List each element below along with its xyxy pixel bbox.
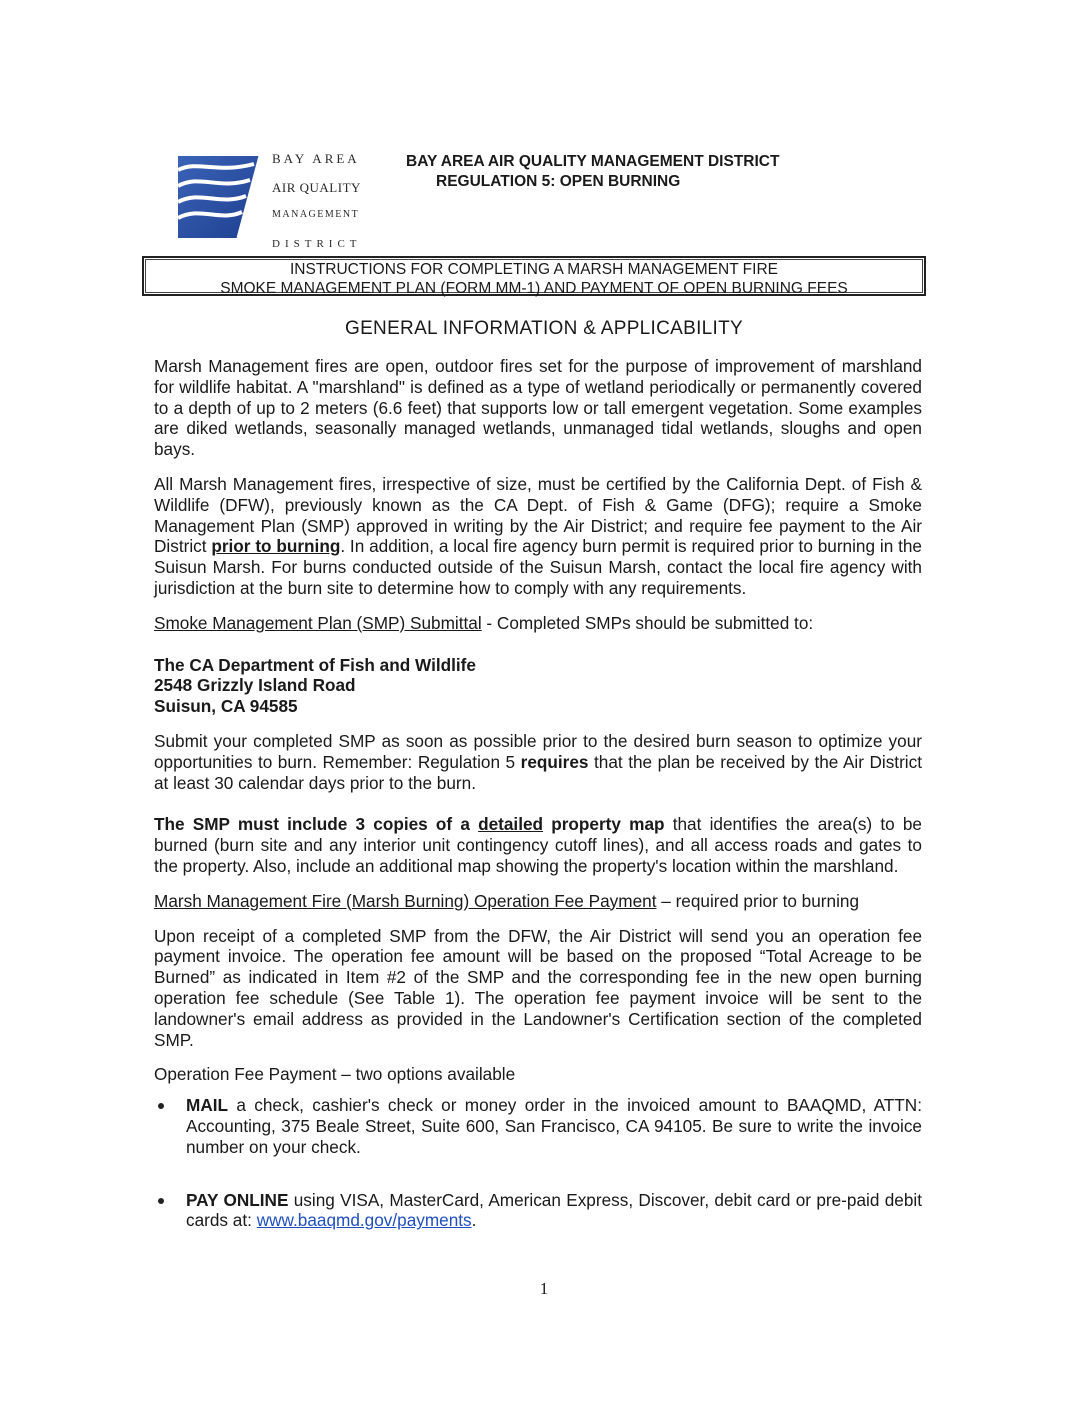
- document-body: [154, 356, 922, 1263]
- logo-line-4: DISTRICT: [272, 238, 362, 250]
- pay-online-label: PAY ONLINE: [186, 1189, 289, 1210]
- instructions-line-1: INSTRUCTIONS FOR COMPLETING A MARSH MANAGEMENT FIRE: [289, 261, 778, 278]
- submit-text-a: Submit your completed SMP as soon as possible prior to the desired burn season to optimize your opportunities to burn. Remember: Regulation 5: [154, 730, 922, 772]
- paragraph-property-map: [154, 814, 922, 876]
- document-header: [406, 152, 826, 192]
- requirements-text-c: . In addition, a local fire agency burn permit is required prior to burning in the Suisun Marsh. For burns conducted outside of the Suisun Marsh, contact the local fire agency with jurisdiction at the burn site to determine how to comply with any requirements.: [154, 536, 922, 598]
- logo-wordmark: [272, 150, 368, 264]
- submit-text-c: that the plan be received by the Air District at least 30 calendar days prior to the burn.: [154, 751, 922, 793]
- requires-emphasis: requires: [520, 751, 589, 772]
- smp-submittal-rest: - Completed SMPs should be submitted to:: [481, 612, 814, 633]
- address-line-3: Suisun, CA 94585: [154, 696, 298, 717]
- map-text-c: property map: [543, 814, 665, 835]
- header-title-agency: BAY AREA AIR QUALITY MANAGEMENT DISTRICT: [406, 153, 780, 170]
- detailed-emphasis: detailed: [478, 814, 544, 835]
- list-item-pay-online: [154, 1190, 922, 1232]
- paragraph-invoice: Upon receipt of a completed SMP from the DFW, the Air District will send you an operation fee payment invoice. The operation fee amount will be based on the proposed “Total Acreage to be Burned” as indicated in Item #2 of the SMP and the corresponding fee in the new open burning operation fee schedule (See Table 1). The operation fee payment invoice will be sent to the landowner's email address as provided in the Landowner's Certification section of the completed SMP.: [154, 925, 922, 1050]
- instructions-box: [142, 256, 926, 296]
- fee-payment-heading: [154, 891, 922, 912]
- logo-line-2: AIR QUALITY: [272, 180, 361, 195]
- prior-to-burning-emphasis: prior to burning: [211, 536, 341, 557]
- map-text-d: that identifies the area(s) to be burned (burn site and any interior unit contingency cutoff lines), and all access roads and gates to the property. Also, include an additional map showing the property's location within the marshland.: [154, 814, 922, 876]
- logo-line-1: BAY AREA: [272, 151, 360, 166]
- page-number: 1: [539, 1279, 549, 1298]
- fee-payment-link: Marsh Management Fire (Marsh Burning) Operation Fee Payment: [154, 890, 657, 911]
- requirements-text-a: All Marsh Management fires, irrespective of size, must be certified by the California Dept. of Fish & Wildlife (DFW), previously known as the CA Dept. of Fish & Game (DFG); require a Smoke Management Plan (SMP) approved in writing by the Air District; and require fee payment to the Air District: [154, 473, 922, 557]
- smp-submittal-link: Smoke Management Plan (SMP) Submittal: [154, 612, 482, 633]
- logo-line-3: MANAGEMENT: [272, 209, 360, 220]
- paragraph-submit-timing: [154, 731, 922, 793]
- address-line-1: The CA Department of Fish and Wildlife: [154, 654, 476, 675]
- section-title: GENERAL INFORMATION & APPLICABILITY: [345, 318, 743, 339]
- header-title-regulation: REGULATION 5: OPEN BURNING: [436, 173, 681, 190]
- payment-options-list: [154, 1095, 922, 1231]
- baaqmd-logo-icon: [176, 154, 262, 240]
- paragraph-requirements: [154, 474, 922, 599]
- instructions-line-2: SMOKE MANAGEMENT PLAN (FORM MM-1) AND PAYMENT OF OPEN BURNING FEES: [220, 280, 848, 297]
- smp-submittal-heading: [154, 613, 922, 634]
- map-text-a: The SMP must include 3 copies of a: [154, 814, 479, 835]
- address-line-2: 2548 Grizzly Island Road: [154, 675, 356, 696]
- mail-text: a check, cashier's check or money order in the invoiced amount to BAAQMD, ATTN: Accounting, 375 Beale Street, Suite 600, San Francisco, CA 94105. Be sure to write the invoice number on your check.: [186, 1095, 922, 1157]
- list-item-mail: [154, 1095, 922, 1157]
- paragraph-definition: Marsh Management fires are open, outdoor fires set for the purpose of improvement of marshland for wildlife habitat. A "marshland" is defined as a type of wetland periodically or permanently covered to a depth of up to 2 meters (6.6 feet) that supports low or tall emergent vegetation. Some examples are diked wetlands, seasonally managed wetlands, unmanaged tidal wetlands, sloughs and open bays.: [154, 356, 922, 460]
- dfw-address: [154, 655, 922, 717]
- fee-payment-rest: – required prior to burning: [656, 890, 860, 911]
- payment-options-heading: Operation Fee Payment – two options available: [154, 1064, 516, 1085]
- payments-link[interactable]: www.baaqmd.gov/payments: [256, 1210, 472, 1231]
- pay-online-after: .: [471, 1210, 477, 1231]
- pay-online-text: using VISA, MasterCard, American Express, Discover, debit card or pre-paid debit cards at:: [186, 1189, 922, 1231]
- mail-label: MAIL: [186, 1095, 229, 1116]
